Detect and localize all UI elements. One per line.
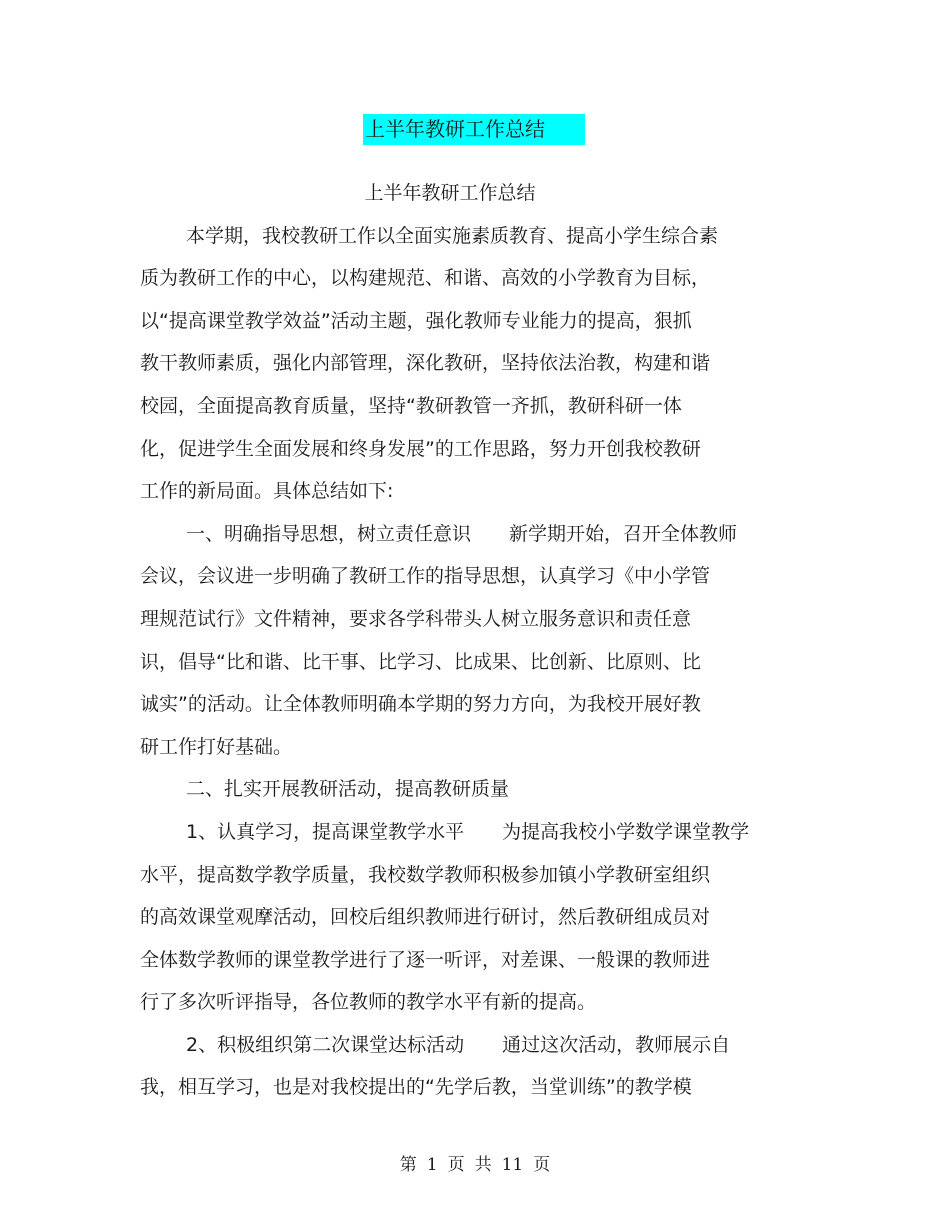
document-body <box>140 172 800 1109</box>
subsection-heading-line <box>140 1024 800 1067</box>
paragraph-line: 化，促进学生全面发展和终身发展”的工作思路，努力开创我校教研 <box>140 437 701 460</box>
paragraph-line: 会议，会议进一步明确了教研工作的指导思想，认真学习《中小学管 <box>140 565 711 588</box>
footer-total-prefix: 共 <box>474 1155 492 1175</box>
footer-prefix: 第 <box>399 1155 417 1175</box>
paragraph-line: 工作的新局面。具体总结如下: <box>140 480 394 503</box>
footer-suffix: 页 <box>533 1155 551 1175</box>
paragraph-line: 以“提高课堂教学效益”活动主题，强化教师专业能力的提高，狠抓 <box>140 309 692 332</box>
footer-total-pages: 11 <box>501 1155 524 1175</box>
footer-page-number: 1 <box>426 1155 438 1175</box>
subsection-heading: 1、认真学习，提高课堂教学水平 <box>186 820 465 843</box>
footer-middle: 页 <box>447 1155 465 1175</box>
paragraph-line: 识，倡导“比和谐、比干事、比学习、比成果、比创新、比原则、比 <box>140 650 701 673</box>
paragraph-line: 教干教师素质，强化内部管理，深化教研，坚持依法治教，构建和谐 <box>140 352 711 375</box>
paragraph-line: 水平，提高数学教学质量，我校数学教师积极参加镇小学教研室组织 <box>140 863 711 886</box>
section-heading: 一、明确指导思想，树立责任意识 <box>186 522 472 545</box>
subsection-lead-text: 为提高我校小学数学课堂教学 <box>502 820 750 843</box>
paragraph-line: 本学期，我校教研工作以全面实施素质教育、提高小学生综合素 <box>186 224 719 247</box>
paragraph-line: 我，相互学习，也是对我校提出的“先学后教，当堂训练”的教学模 <box>140 1076 692 1099</box>
paragraph-line: 诚实”的活动。让全体教师明确本学期的努力方向，为我校开展好教 <box>140 693 701 716</box>
document-subtitle: 上半年教研工作总结 <box>364 182 536 204</box>
paragraph-line: 的高效课堂观摩活动，回校后组织教师进行研讨，然后教研组成员对 <box>140 906 711 929</box>
section-lead-text: 新学期开始，召开全体教师 <box>509 522 738 545</box>
page-footer <box>0 1150 950 1175</box>
paragraph-line: 理规范试行》文件精神，要求各学科带头人树立服务意识和责任意 <box>140 607 692 630</box>
paragraph-line: 行了多次听评指导，各位教师的教学水平有新的提高。 <box>140 991 597 1014</box>
paragraph-line: 全体数学教师的课堂教学进行了逐一听评，对差课、一般课的教师进 <box>140 948 711 971</box>
subsection-lead-text: 通过这次活动，教师展示自 <box>502 1033 731 1056</box>
paragraph-line: 校园，全面提高教育质量，坚持“教研教管一齐抓，教研科研一体 <box>140 394 682 417</box>
paragraph-line: 质为教研工作的中心，以构建规范、和谐、高效的小学教育为目标， <box>140 267 711 290</box>
subsection-heading: 2、积极组织第二次课堂达标活动 <box>186 1033 465 1056</box>
subsection-heading-line <box>140 811 800 854</box>
document-title: 上半年教研工作总结 <box>363 114 585 145</box>
paragraph-line: 研工作打好基础。 <box>140 735 293 758</box>
section-heading: 二、扎实开展教研活动，提高教研质量 <box>186 778 510 801</box>
section-heading-line <box>140 513 800 556</box>
